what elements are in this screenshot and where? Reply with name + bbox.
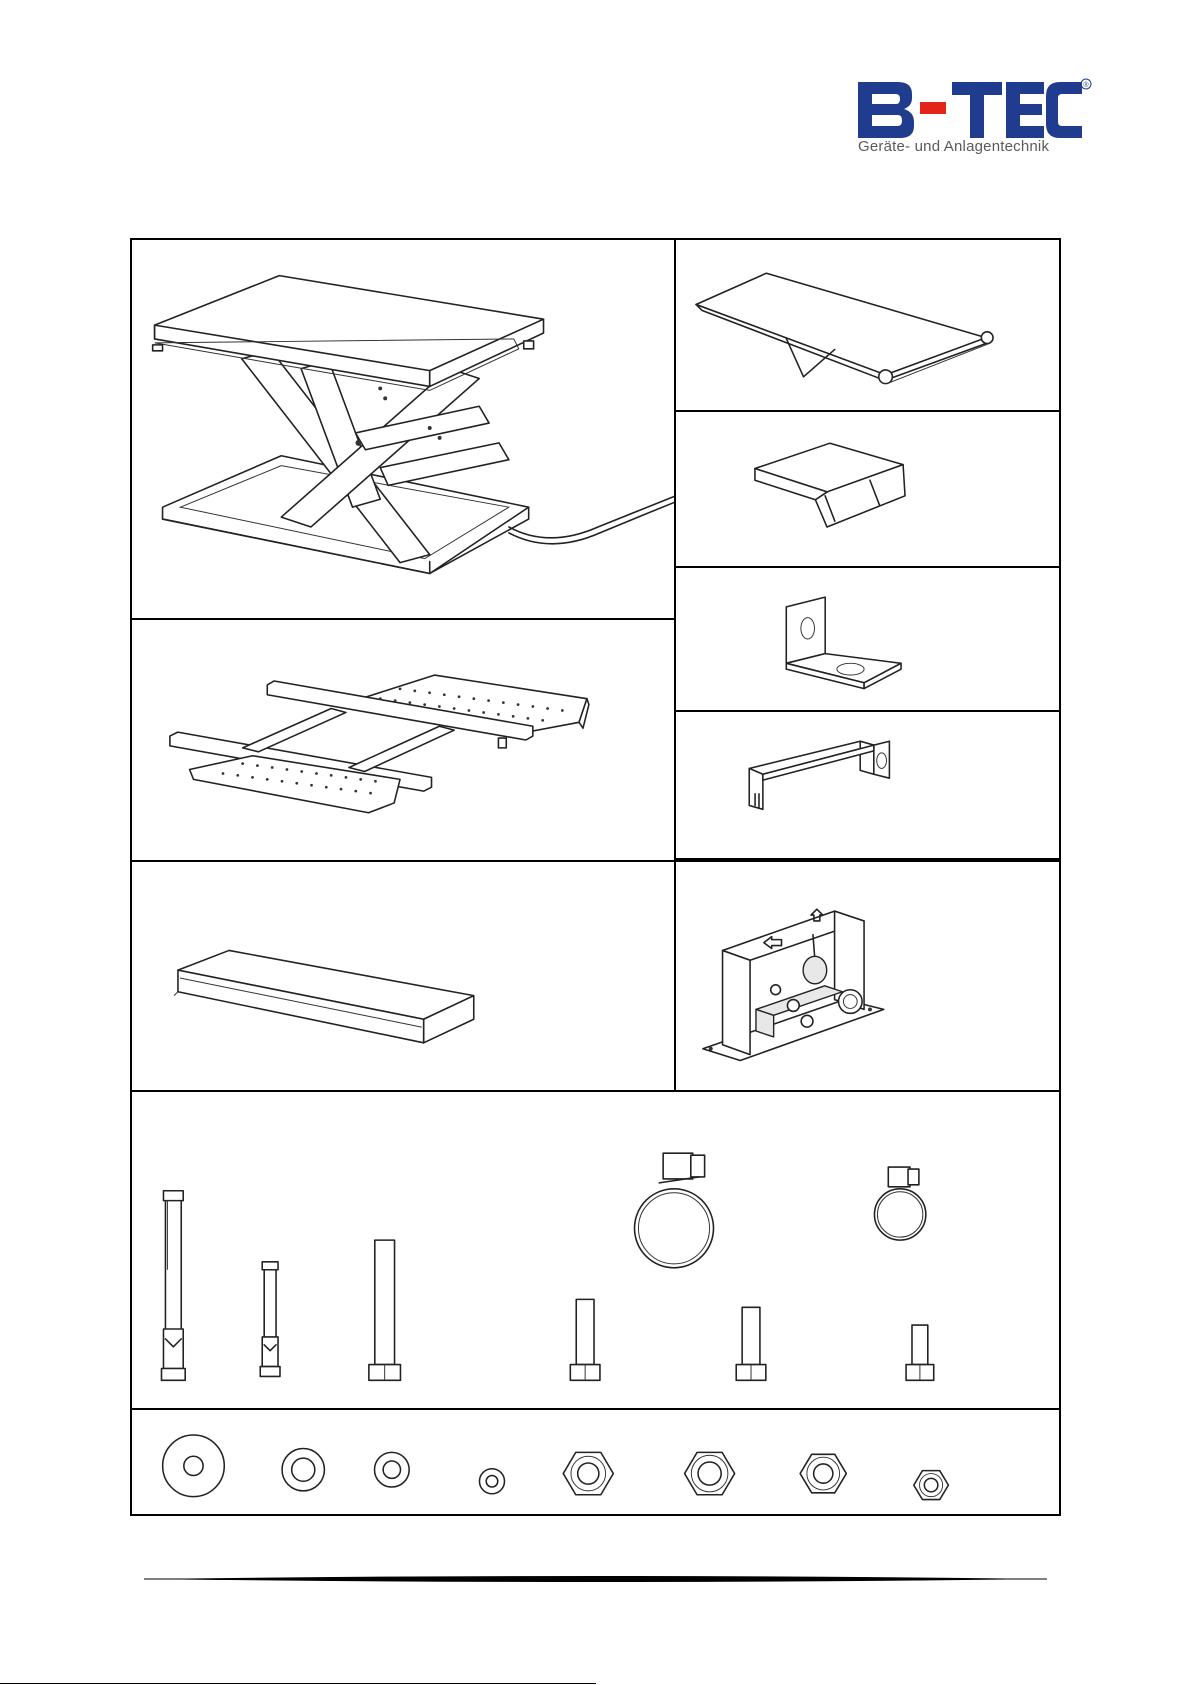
part-cell-l-angle bbox=[674, 566, 1061, 712]
l-angle-bracket-icon bbox=[676, 568, 1059, 710]
u-bracket-icon bbox=[676, 712, 1059, 858]
drive-on-ramp-icon bbox=[676, 240, 1059, 410]
cover-profile-icon bbox=[132, 862, 674, 1090]
part-cell-cover-profile bbox=[130, 860, 676, 1092]
brand-tagline: Geräte- und Anlagentechnik bbox=[858, 138, 1050, 155]
part-cell-drive-on-ramp bbox=[674, 238, 1061, 412]
page-bottom-line bbox=[0, 1683, 596, 1684]
registered-mark: ® bbox=[1083, 82, 1089, 89]
hydraulic-control-unit-icon bbox=[676, 862, 1059, 1090]
part-cell-hydraulic-control bbox=[674, 860, 1061, 1092]
part-cell-scissor-lift bbox=[130, 238, 676, 620]
part-cell-washers-nuts bbox=[130, 1408, 1061, 1516]
scissor-lift-table-icon bbox=[132, 240, 674, 618]
part-cell-bolts-screws bbox=[130, 1090, 1061, 1410]
part-cell-u-bracket bbox=[674, 710, 1061, 860]
bent-plate-icon bbox=[676, 412, 1059, 566]
washers-and-nuts-icon bbox=[132, 1410, 1059, 1514]
part-cell-rail-frame bbox=[130, 618, 676, 862]
rail-frame-with-perforated-platforms-icon bbox=[132, 620, 674, 860]
part-cell-bent-plate bbox=[674, 410, 1061, 568]
anchor-bolts-and-screws-icon bbox=[132, 1092, 1059, 1408]
footer-rule bbox=[144, 1572, 1047, 1586]
parts-grid bbox=[130, 238, 1061, 1506]
